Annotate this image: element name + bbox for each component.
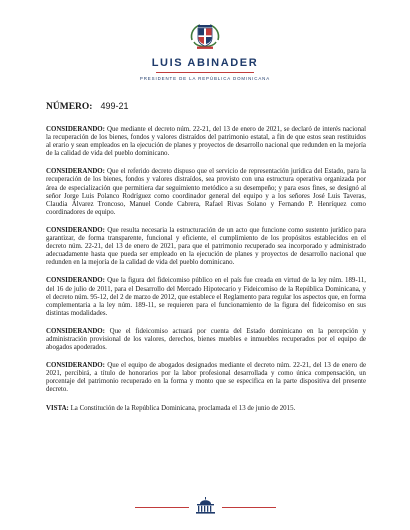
paragraph	[46, 227, 366, 267]
paragraph-lead: CONSIDERANDO:	[46, 168, 105, 176]
paragraph-lead: VISTA:	[46, 404, 69, 412]
paragraph-text: Que el referido decreto dispuso que el servicio de representación jurídica del Estado, para la recuperación de los bienes, fondos y valores distraídos, sea provisto con una estructura operativa organizada por área de especialización que permitiera dar seguimiento metódico a su desempeño; y para esos fines, se designó al señor Jorge Luis Polanco Rodríguez como coordinador general del equipo y a los señores José Luis Taveras, Claudia Álvarez Troncoso, Manuel Conde Cabrera, Rafael Rivas Solano y Fernando P. Henríquez como coordinadores de equipo.	[46, 168, 366, 216]
paragraph-text: La Constitución de la República Dominicana, proclamada el 13 de junio de 2015.	[68, 404, 296, 412]
paragraph-lead: CONSIDERANDO:	[46, 362, 105, 370]
paragraph-text: Que la figura del fideicomiso público en el país fue creada en virtud de la ley núm. 189-11, del 16 de julio de 2011, para el Desarrollo del Mercado Hipotecario y Fideicomiso de la República Dominicana, y el decreto núm. 95-12, del 2 de marzo de 2012, que establece el Reglamento para regular los aspectos que, en forma complementaria a la ley núm. 189-11, se requieren para el funcionamiento de la figura del fideicomiso en sus distintas modalidades.	[46, 277, 366, 317]
paragraph	[46, 277, 366, 317]
paragraph-text: Que mediante el decreto núm. 22-21, del 13 de enero de 2021, se declaró de interés nacional la recuperación de los bienes, fondos y valores distraídos del patrimonio estatal, a fin de que estos sean restituidos al erario y sean empleados en la ejecución de planes y proyectos de desarrollo nacional que redunden en la mejoría de la calidad de vida del pueblo dominicano.	[46, 126, 366, 158]
paragraph	[46, 362, 366, 394]
header-divider	[156, 72, 254, 73]
decree-number-value: 499-21	[100, 101, 129, 111]
paragraph	[46, 328, 366, 352]
paragraph-text: Que el fideicomiso actuará por cuenta del Estado dominicano en la percepción y administración provisional de los valores, derechos, bienes muebles e inmuebles recuperados por el equipo de abogados apoderados.	[46, 327, 366, 352]
paragraph-lead: CONSIDERANDO:	[46, 277, 105, 285]
national-palace-icon	[195, 497, 216, 514]
president-title: PRESIDENTE DE LA REPÚBLICA DOMINICANA	[139, 76, 271, 81]
paragraph-text: Que el equipo de abogados designados mediante el decreto núm. 22-21, del 13 de enero de 2021, percibirá, a título de honorarios por la labor profesional desarrollada y como única compensación, un porcentaje del patrimonio recuperado en la forma y monto que se especifica en la parte dispositiva del presente decreto.	[46, 362, 366, 394]
paragraph-lead: CONSIDERANDO:	[46, 327, 105, 335]
paragraph	[46, 126, 366, 158]
decree-body	[46, 126, 366, 413]
decree-number	[46, 101, 128, 112]
coat-of-arms-seal-icon	[188, 22, 222, 52]
paragraph-lead: CONSIDERANDO:	[46, 126, 105, 133]
paragraph	[46, 168, 366, 217]
paragraph-text: Que resulta necesaria la estructuración de un acto que funcione como sustento jurídico para garantizar, de forma transparente, funcional y eficiente, el cumplimiento de los propósitos establecidos en el decreto núm. 22-21, del 13 de enero de 2021, para que el patrimonio recuperado sea incorporado y administrado adecuadamente hasta que pueda ser empleado en la ejecución de planes y proyectos de desarrollo nacional que redunden en la mejoría de la calidad de vida del pueblo dominicano.	[46, 226, 366, 267]
paragraph	[46, 405, 366, 413]
footer-divider-left	[135, 507, 189, 508]
paragraph-lead: CONSIDERANDO:	[46, 226, 105, 234]
footer-divider-right	[222, 507, 276, 508]
decree-number-label: NÚMERO:	[46, 102, 93, 112]
president-name: LUIS ABINADER	[151, 57, 259, 69]
